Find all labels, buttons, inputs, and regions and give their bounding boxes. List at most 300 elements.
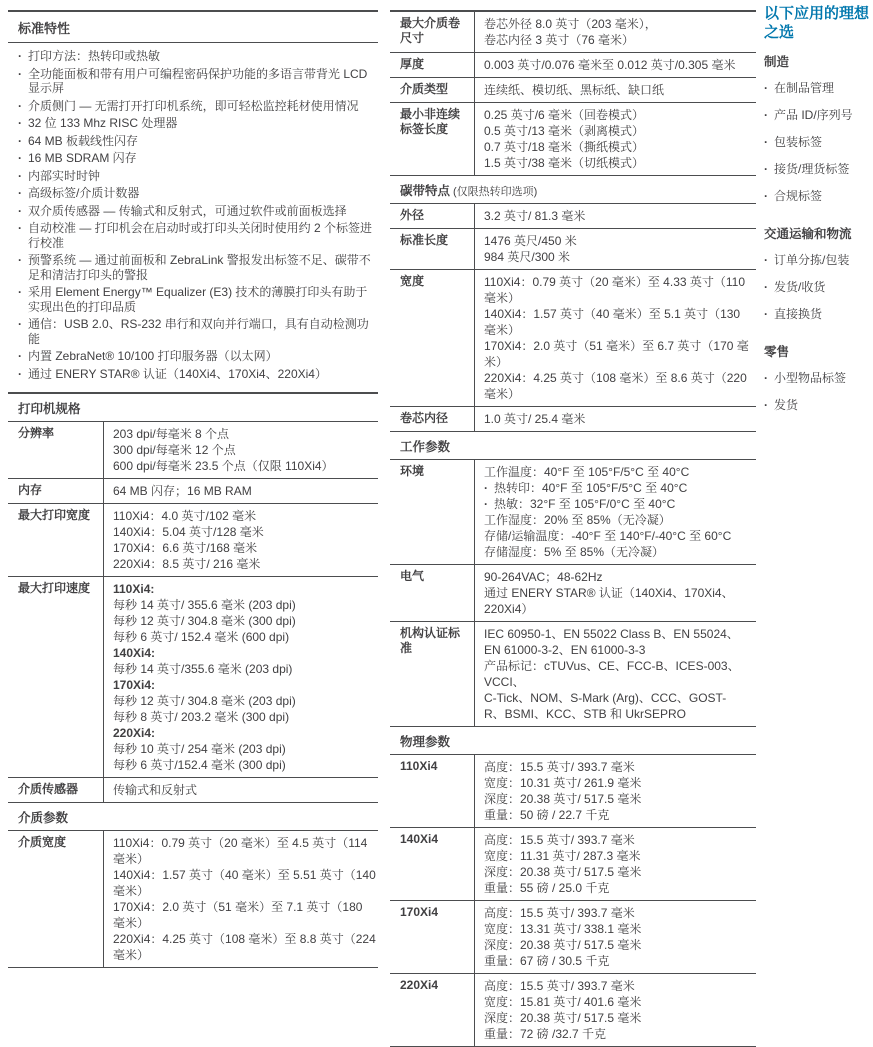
application-group-heading: 制造: [764, 55, 790, 69]
spec-value-text: 1.5 英寸/38 毫米（切纸模式）: [484, 156, 645, 170]
spec-value-line: [484, 807, 754, 823]
spec-value-text: 0.25 英寸/6 毫米（回卷模式）: [484, 108, 645, 122]
spec-row: [390, 621, 756, 726]
spec-value-line: [484, 496, 754, 512]
list-item: [18, 134, 378, 149]
spec-label: 140Xi4: [400, 832, 439, 846]
application-item-text: 直接换货: [774, 307, 823, 321]
spec-value-line: [484, 706, 754, 722]
spec-value-text: 1.0 英寸/ 25.4 毫米: [484, 412, 586, 426]
spec-value-text: 64 MB 闪存；16 MB RAM: [113, 484, 252, 498]
spec-value-text: 宽度：10.31 英寸/ 261.9 毫米: [484, 776, 642, 790]
spec-value-line: [113, 835, 376, 867]
spec-value-text: 连续纸、模切纸、黑标纸、缺口纸: [484, 83, 665, 97]
spec-row: [390, 52, 756, 77]
spec-label: 内存: [18, 483, 43, 497]
spec-value-text: 工作温度：40°F 至 105°F/5°C 至 40°C: [484, 465, 690, 479]
application-item-text: 产品 ID/序列号: [774, 108, 853, 122]
spec-value-text: 0.5 英寸/13 毫米（剥离模式）: [484, 124, 645, 138]
spec-value-text: 重量：67 磅 / 30.5 千克: [484, 954, 610, 968]
spec-row: [390, 12, 756, 52]
table-section-title-suffix: (仅限热转印选项): [453, 186, 538, 198]
spec-value-text: 每秒 8 英寸/ 203.2 毫米 (300 dpi): [113, 710, 290, 724]
spec-label: 220Xi4: [400, 978, 439, 992]
spec-row: [390, 564, 756, 621]
list-item: [18, 317, 378, 346]
spec-value: [103, 577, 378, 777]
spec-row: [390, 203, 756, 228]
list-item: [18, 169, 378, 184]
spec-value: [474, 12, 756, 52]
application-item: [764, 135, 870, 149]
spec-value-text: R、BSMI、KCC、STB 和 UkrSEPRO: [484, 707, 687, 721]
table-section-title-text: 打印机规格: [18, 402, 81, 416]
spec-value-text: 0.003 英寸/0.076 毫米至 0.012 英寸/0.305 毫米: [484, 58, 736, 72]
spec-value-text: 每秒 12 英寸/ 304.8 毫米 (300 dpi): [113, 614, 296, 628]
list-item: [18, 49, 378, 64]
spec-value-text: 深度：20.38 英寸/ 517.5 毫米: [484, 792, 642, 806]
spec-row: [8, 777, 378, 802]
table-section-title-text: 介质参数: [18, 811, 69, 825]
list-item: [18, 204, 378, 219]
bullet-icon: ·: [764, 307, 768, 321]
spec-value-text: 每秒 14 英寸/ 355.6 毫米 (203 dpi): [113, 598, 296, 612]
table-section-title: [8, 394, 378, 421]
spec-value-line: [484, 411, 754, 427]
standard-features-list: [8, 43, 378, 392]
spec-value-text: 重量：55 磅 / 25.0 千克: [484, 881, 610, 895]
application-groups: [764, 52, 870, 412]
spec-value: [474, 407, 756, 431]
feature-text: 打印方法：热转印或热敏: [28, 49, 161, 63]
feature-text: 介质侧门 — 无需打开打印机系统，即可轻松监控耗材使用情况: [28, 98, 359, 113]
spec-value-line: [113, 540, 376, 556]
spec-value-text: IEC 60950-1、EN 55022 Class B、EN 55024、: [484, 627, 739, 641]
spec-row: [390, 102, 756, 175]
spec-value-text: 存储/运输温度：-40°F 至 140°F/-40°C 至 60°C: [484, 529, 732, 543]
spec-value-text: 宽度：11.31 英寸/ 287.3 毫米: [484, 849, 641, 863]
spec-value-text: 通过 ENERY STAR® 认证（140Xi4、170Xi4、220Xi4）: [484, 586, 734, 616]
bullet-icon: ·: [764, 189, 768, 203]
bullet-icon: ·: [764, 253, 768, 267]
application-item-text: 发货: [774, 398, 799, 412]
spec-value: [103, 422, 378, 478]
feature-text: 16 MB SDRAM 闪存: [28, 151, 137, 165]
bullet-icon: ·: [18, 186, 22, 200]
spec-label: 介质传感器: [18, 782, 79, 796]
spec-label: 机构认证标准: [400, 626, 461, 655]
feature-text: 通信：USB 2.0、RS-232 串行和双向并行端口，具有自动检测功能: [28, 317, 369, 346]
spec-row: [8, 421, 378, 478]
spec-value-line: [484, 848, 754, 864]
spec-value-line: [484, 208, 754, 224]
spec-value-text: 1476 英尺/450 米: [484, 234, 577, 248]
spec-value-line: [484, 905, 754, 921]
application-item-text: 在制品管理: [774, 81, 835, 95]
bullet-icon: ·: [18, 349, 22, 363]
bullet-icon: ·: [18, 253, 22, 267]
spec-value-text: 110Xi4：0.79 英寸（20 毫米）至 4.5 英寸（114 毫米）: [113, 836, 368, 866]
spec-label: 最大介质卷尺寸: [400, 16, 461, 45]
spec-row: [390, 228, 756, 269]
spec-value-text: 高度：15.5 英寸/ 393.7 毫米: [484, 833, 635, 847]
list-item: [18, 116, 378, 131]
spec-value-text: 140Xi4：1.57 英寸（40 毫米）至 5.1 英寸（130 毫米）: [484, 307, 741, 337]
spec-value-line: [484, 569, 754, 585]
spec-value-text: 220Xi4:: [113, 726, 156, 740]
spec-label: 厚度: [400, 57, 425, 71]
spec-value-line: [484, 832, 754, 848]
application-item-text: 发货/收货: [774, 280, 826, 294]
spec-value: [474, 229, 756, 269]
spec-value-text: 170Xi4：2.0 英寸（51 毫米）至 6.7 英寸（170 毫米）: [484, 339, 749, 369]
spec-value-line: [484, 480, 754, 496]
spec-value-text: 热转印：40°F 至 105°F/5°C 至 40°C: [494, 481, 688, 495]
spec-value-line: [484, 274, 754, 306]
spec-value-text: 工作湿度：20% 至 85%（无冷凝）: [484, 513, 671, 527]
spec-value-line: [484, 249, 754, 265]
ideal-applications-title: 以下应用的理想之选: [764, 5, 870, 41]
table-section-title-text: 工作参数: [400, 440, 451, 454]
application-item: [764, 189, 870, 203]
spec-value-text: 高度：15.5 英寸/ 393.7 毫米: [484, 906, 635, 920]
spec-row: [8, 503, 378, 576]
spec-value: [474, 901, 756, 973]
spec-value: [474, 974, 756, 1046]
spec-value-line: [484, 16, 754, 32]
spec-value: [474, 565, 756, 621]
table-section-title: [390, 726, 756, 754]
spec-value-text: 宽度：15.81 英寸/ 401.6 毫米: [484, 995, 642, 1009]
middle-column: [390, 10, 756, 1047]
spec-value-text: 110Xi4：0.79 英寸（20 毫米）至 4.33 英寸（110 毫米）: [484, 275, 746, 305]
spec-value: [474, 103, 756, 175]
spec-value-line: [113, 581, 376, 597]
table-section-title-text: 碳带特点: [400, 184, 451, 198]
spec-value-line: [484, 512, 754, 528]
spec-value-line: [113, 508, 376, 524]
spec-value-line: [484, 57, 754, 73]
spec-value-line: [484, 690, 754, 706]
feature-text: 采用 Element Energy™ Equalizer (E3) 技术的薄膜打印头有助于实现出色的打印品质: [28, 285, 368, 314]
spec-value-line: [113, 524, 376, 540]
spec-value-text: 203 dpi/每毫米 8 个点: [113, 427, 230, 441]
spec-value-text: 深度：20.38 英寸/ 517.5 毫米: [484, 1011, 642, 1025]
spec-value-text: 3.2 英寸/ 81.3 毫米: [484, 209, 586, 223]
bullet-icon: ·: [764, 280, 768, 294]
spec-value-line: [484, 370, 754, 402]
application-item-text: 订单分拣/包装: [774, 253, 850, 267]
media-ribbon-specs-table: [390, 10, 756, 1047]
spec-value: [103, 479, 378, 503]
spec-value-line: [484, 82, 754, 98]
application-group-heading: 交通运输和物流: [764, 227, 852, 241]
bullet-icon: ·: [18, 151, 22, 165]
spec-row: [390, 754, 756, 827]
spec-value-line: [113, 782, 376, 798]
application-item: [764, 162, 870, 176]
spec-value: [474, 78, 756, 102]
spec-label: 介质类型: [400, 82, 449, 96]
feature-text: 预警系统 — 通过前面板和 ZebraLink 警报发出标签不足、碳带不足和清洁打印头的警报: [28, 253, 371, 282]
bullet-icon: ·: [18, 116, 22, 130]
bullet-icon: ·: [484, 481, 488, 495]
list-item: [18, 253, 378, 282]
spec-label: 最大打印宽度: [18, 508, 91, 522]
spec-value-text: EN 61000-3-2、EN 61000-3-3: [484, 643, 646, 657]
spec-value-text: 每秒 10 英寸/ 254 毫米 (203 dpi): [113, 742, 286, 756]
spec-value-line: [484, 953, 754, 969]
feature-text: 32 位 133 Mhz RISC 处理器: [28, 116, 178, 130]
bullet-icon: ·: [18, 98, 22, 113]
application-item-text: 小型物品标签: [774, 371, 847, 385]
spec-value-line: [484, 1010, 754, 1026]
application-item: [764, 108, 870, 122]
spec-value: [474, 460, 756, 564]
spec-value-line: [113, 741, 376, 757]
spec-label: 电气: [400, 569, 425, 583]
spec-value-line: [484, 775, 754, 791]
spec-label: 卷芯内径: [400, 411, 449, 425]
spec-label: 外径: [400, 208, 425, 222]
spec-value-line: [484, 937, 754, 953]
spec-value: [474, 270, 756, 406]
bullet-icon: ·: [764, 108, 768, 122]
spec-label: 最小非连续标签长度: [400, 107, 461, 136]
spec-row: [390, 269, 756, 406]
spec-value: [474, 755, 756, 827]
spec-value-line: [484, 528, 754, 544]
spec-value-line: [484, 791, 754, 807]
application-item: [764, 398, 870, 412]
bullet-icon: ·: [18, 285, 22, 299]
feature-text: 自动校准 — 打印机会在启动时或打印头关闭时使用约 2 个标签进行校准: [28, 221, 373, 250]
list-item: [18, 99, 378, 114]
spec-value-text: 传输式和反射式: [113, 783, 198, 797]
spec-value-text: 140Xi4：5.04 英寸/128 毫米: [113, 525, 264, 539]
spec-value-line: [113, 661, 376, 677]
spec-value-text: 卷芯内径 3 英寸（76 毫米）: [484, 33, 635, 47]
spec-value: [474, 828, 756, 900]
spec-value-text: 每秒 6 英寸/152.4 毫米 (300 dpi): [113, 758, 286, 772]
bullet-icon: ·: [18, 366, 22, 381]
spec-value-line: [484, 880, 754, 896]
spec-value-line: [113, 899, 376, 931]
bullet-icon: ·: [18, 317, 22, 331]
bullet-icon: ·: [18, 221, 22, 235]
bullet-icon: ·: [764, 81, 768, 95]
table-section-title: [390, 175, 756, 203]
spec-value-text: 220Xi4：4.25 英寸（108 毫米）至 8.6 英寸（220 毫米）: [484, 371, 747, 401]
spec-value-line: [484, 864, 754, 880]
spec-row: [8, 830, 378, 967]
spec-value-line: [113, 556, 376, 572]
spec-value-text: 220Xi4：4.25 英寸（108 毫米）至 8.8 英寸（224 毫米）: [113, 932, 376, 962]
left-column: [8, 10, 378, 968]
spec-value-line: [484, 626, 754, 642]
application-item: [764, 81, 870, 95]
spec-value: [474, 53, 756, 77]
table-section-title: [8, 802, 378, 830]
spec-value-text: 高度：15.5 英寸/ 393.7 毫米: [484, 760, 635, 774]
spec-value-text: 0.7 英寸/18 毫米（撕纸模式）: [484, 140, 645, 154]
spec-value-text: 170Xi4:: [113, 678, 156, 692]
spec-value-text: 984 英尺/300 米: [484, 250, 571, 264]
spec-row: [390, 77, 756, 102]
bullet-icon: ·: [18, 133, 22, 148]
spec-value-text: C-Tick、NOM、S-Mark (Arg)、CCC、GOST-: [484, 691, 727, 705]
spec-value-line: [113, 597, 376, 613]
spec-value: [103, 778, 378, 802]
list-item: [18, 151, 378, 166]
spec-value-line: [113, 693, 376, 709]
spec-value-line: [484, 921, 754, 937]
spec-value-line: [113, 629, 376, 645]
spec-value-line: [484, 658, 754, 690]
spec-value: [103, 831, 378, 967]
spec-value-line: [484, 139, 754, 155]
spec-value-line: [113, 757, 376, 773]
spec-value-text: 220Xi4：8.5 英寸/ 216 毫米: [113, 557, 261, 571]
list-item: [18, 367, 378, 382]
spec-value-line: [484, 306, 754, 338]
spec-value: [103, 504, 378, 576]
application-group: [764, 224, 870, 321]
spec-value-text: 热敏：32°F 至 105°F/0°C 至 40°C: [494, 497, 676, 511]
list-item: [18, 285, 378, 314]
spec-value-text: 存储湿度：5% 至 85%（无冷凝）: [484, 545, 665, 559]
spec-value-line: [113, 458, 376, 474]
spec-value-line: [113, 613, 376, 629]
bullet-icon: ·: [18, 66, 22, 81]
spec-label: 环境: [400, 464, 425, 478]
spec-value-text: 140Xi4:: [113, 646, 156, 660]
spec-value-text: 深度：20.38 英寸/ 517.5 毫米: [484, 938, 642, 952]
application-item: [764, 280, 870, 294]
spec-row: [390, 900, 756, 973]
bullet-icon: ·: [764, 135, 768, 149]
spec-value-text: 重量：72 磅 /32.7 千克: [484, 1027, 607, 1041]
spec-row: [390, 973, 756, 1046]
spec-value-line: [484, 978, 754, 994]
feature-text: 64 MB 板载线性闪存: [28, 133, 139, 148]
spec-label: 介质宽度: [18, 835, 67, 849]
spec-value-text: 300 dpi/每毫米 12 个点: [113, 443, 236, 457]
bullet-icon: ·: [18, 49, 22, 63]
spec-row: [390, 459, 756, 564]
application-group-heading: 零售: [764, 345, 790, 359]
spec-value-text: 170Xi4：2.0 英寸（51 毫米）至 7.1 英寸（180 毫米）: [113, 900, 363, 930]
spec-row: [390, 406, 756, 431]
spec-value-text: 600 dpi/每毫米 23.5 个点（仅限 110Xi4）: [113, 459, 334, 473]
list-item: [18, 349, 378, 364]
table-section-title-text: 物理参数: [400, 735, 451, 749]
spec-value-line: [113, 867, 376, 899]
list-item: [18, 221, 378, 250]
spec-row: [8, 576, 378, 777]
feature-text: 内置 ZebraNet® 10/100 打印服务器（以太网）: [28, 349, 278, 363]
spec-value-line: [113, 709, 376, 725]
spec-value-line: [484, 338, 754, 370]
spec-value-line: [113, 426, 376, 442]
printer-specs-table: [8, 392, 378, 968]
spec-value-text: 110Xi4:: [113, 582, 155, 596]
spec-value-line: [113, 442, 376, 458]
feature-text: 双介质传感器 — 传输式和反射式，可通过软件或前面板选择: [28, 203, 347, 218]
bullet-icon: ·: [764, 371, 768, 385]
standard-features-title: 标准特性: [8, 10, 378, 43]
application-item-text: 接货/理货标签: [774, 162, 850, 176]
application-item-text: 合规标签: [774, 189, 823, 203]
spec-value-text: 每秒 12 英寸/ 304.8 毫米 (203 dpi): [113, 694, 296, 708]
spec-value-line: [113, 483, 376, 499]
bullet-icon: ·: [18, 168, 22, 183]
feature-text: 全功能面板和带有用户可编程密码保护功能的多语言带背光 LCD 显示屏: [28, 66, 368, 95]
spec-value: [474, 204, 756, 228]
spec-value-text: 140Xi4：1.57 英寸（40 毫米）至 5.51 英寸（140 毫米）: [113, 868, 376, 898]
spec-value-line: [484, 585, 754, 617]
spec-label: 最大打印速度: [18, 581, 91, 595]
spec-value-line: [484, 155, 754, 171]
spec-value-text: 高度：15.5 英寸/ 393.7 毫米: [484, 979, 635, 993]
spec-value-text: 重量：50 磅 / 22.7 千克: [484, 808, 610, 822]
right-column: [764, 4, 870, 425]
application-group: [764, 342, 870, 412]
bullet-icon: ·: [764, 398, 768, 412]
bullet-icon: ·: [18, 203, 22, 218]
spec-value-line: [113, 931, 376, 963]
spec-value-text: 每秒 14 英寸/355.6 毫米 (203 dpi): [113, 662, 293, 676]
application-group: [764, 52, 870, 203]
spec-label: 110Xi4: [400, 759, 438, 773]
spec-value-text: 宽度：13.31 英寸/ 338.1 毫米: [484, 922, 642, 936]
spec-value-line: [484, 994, 754, 1010]
spec-row: [390, 827, 756, 900]
spec-value: [474, 622, 756, 726]
application-item: [764, 371, 870, 385]
spec-value-line: [484, 759, 754, 775]
bullet-icon: ·: [484, 497, 488, 511]
application-item: [764, 253, 870, 267]
spec-label: 宽度: [400, 274, 425, 288]
list-item: [18, 67, 378, 96]
spec-value-text: 170Xi4：6.6 英寸/168 毫米: [113, 541, 258, 555]
spec-value-text: 深度：20.38 英寸/ 517.5 毫米: [484, 865, 642, 879]
feature-text: 内部实时时钟: [28, 168, 101, 183]
spec-value-text: 每秒 6 英寸/ 152.4 毫米 (600 dpi): [113, 630, 290, 644]
spec-value-line: [484, 544, 754, 560]
spec-value-text: 90-264VAC；48-62Hz: [484, 570, 603, 584]
spec-value-line: [113, 645, 376, 661]
spec-value-text: 110Xi4：4.0 英寸/102 毫米: [113, 509, 257, 523]
spec-value-line: [484, 642, 754, 658]
spec-value-text: 卷芯外径 8.0 英寸（203 毫米），: [484, 17, 657, 31]
spec-label: 分辨率: [18, 426, 55, 440]
spec-value-line: [484, 107, 754, 123]
table-section-title: [390, 431, 756, 459]
spec-label: 标准长度: [400, 233, 449, 247]
spec-value-line: [113, 677, 376, 693]
application-item-text: 包装标签: [774, 135, 823, 149]
application-item: [764, 307, 870, 321]
spec-value-line: [484, 233, 754, 249]
spec-value-line: [484, 123, 754, 139]
spec-value-line: [484, 1026, 754, 1042]
spec-value-line: [484, 32, 754, 48]
bullet-icon: ·: [764, 162, 768, 176]
spec-value-text: 产品标记：cTUVus、CE、FCC-B、ICES-003、VCCI、: [484, 659, 740, 689]
spec-value-line: [484, 464, 754, 480]
